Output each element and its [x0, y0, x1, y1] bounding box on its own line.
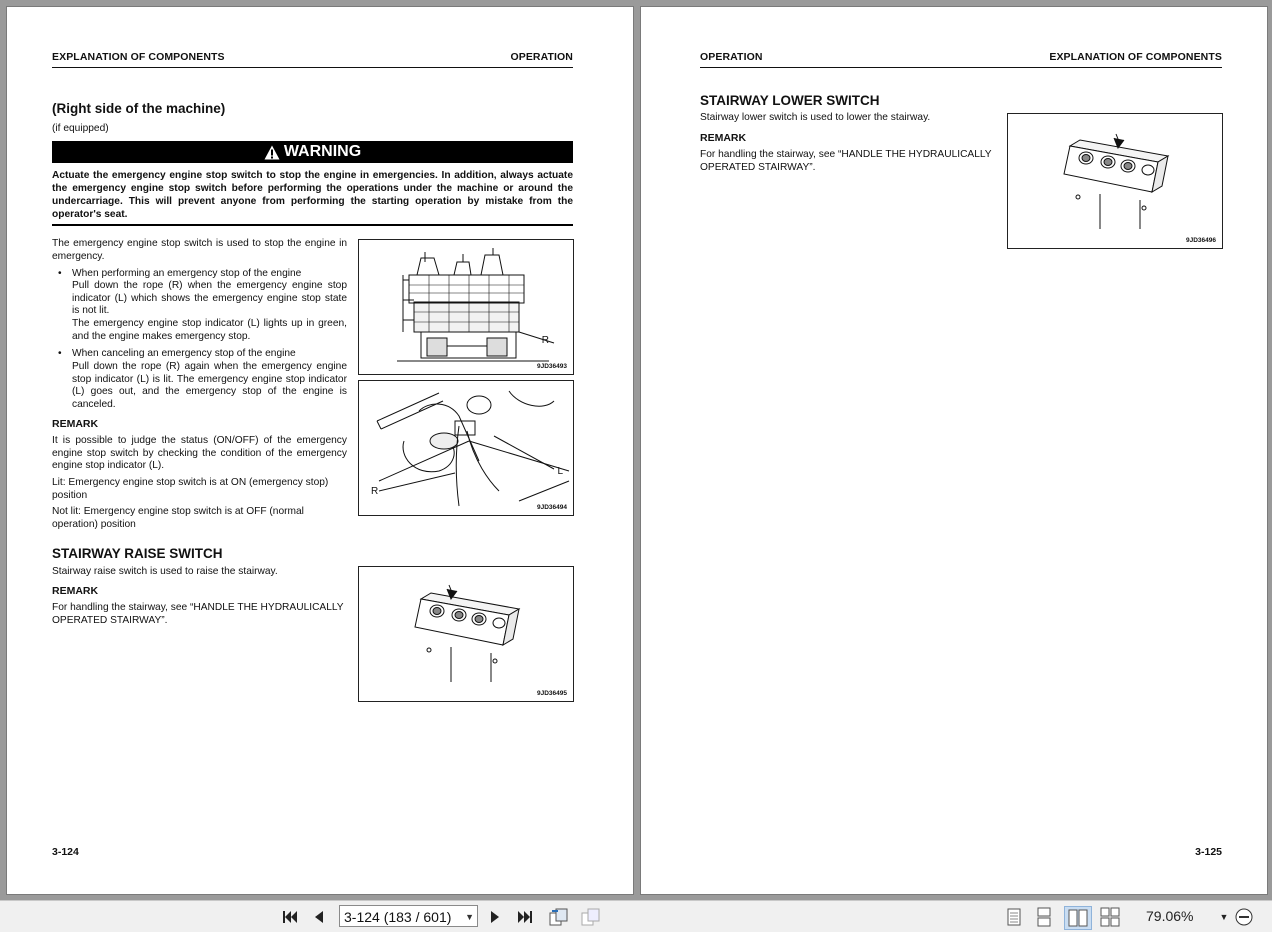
- lit-text: Lit: Emergency engine stop switch is at ON (emergency stop) position: [52, 477, 329, 501]
- lower-switch-text: Stairway lower switch is used to lower the stairway.: [700, 112, 931, 123]
- warning-triangle-icon: [264, 145, 280, 160]
- remark-label: REMARK: [52, 418, 99, 430]
- bullet-1-body2: The emergency engine stop indicator (L) lights up in green, and the engine makes emergency stop.: [72, 318, 347, 342]
- bullet-dot: •: [58, 348, 62, 359]
- raise-switch-title: STAIRWAY RAISE SWITCH: [52, 546, 223, 561]
- raise-remark-label: REMARK: [52, 585, 99, 597]
- not-lit-text: Not lit: Emergency engine stop switch is at OFF (normal operation) position: [52, 506, 304, 530]
- remark-text: It is possible to judge the status (ON/OFF) of the emergency engine stop switch by checking the condition of the emergency engine stop indicator (L).: [52, 435, 347, 472]
- intro-text: The emergency engine stop switch is used to stop the engine in emergency.: [52, 238, 347, 262]
- left-page: [7, 7, 633, 894]
- raise-switch-text: Stairway raise switch is used to raise the stairway.: [52, 566, 278, 577]
- warning-label: WARNING: [283, 143, 362, 160]
- page-number: 3-124: [52, 846, 79, 858]
- figure-id: 9JD36493: [537, 363, 567, 370]
- machine-figure: [358, 239, 574, 375]
- page-number: 3-125: [1195, 846, 1222, 858]
- last-page-icon[interactable]: [514, 906, 536, 928]
- go-back-view-icon[interactable]: [547, 906, 571, 928]
- continuous-view-icon[interactable]: [1033, 906, 1055, 928]
- stairway-raise-switch-figure: [358, 566, 574, 702]
- zoom-level[interactable]: 79.06%: [1146, 908, 1194, 924]
- header-rule: [700, 67, 1222, 68]
- rope-label-r: R: [541, 335, 549, 346]
- figure-id: 9JD36494: [537, 504, 567, 511]
- indicator-label-l: L: [557, 466, 563, 477]
- bullet-2-head: When canceling an emergency stop of the engine: [72, 348, 296, 359]
- facing-view-icon[interactable]: [1064, 906, 1092, 930]
- bullet-1-head: When performing an emergency stop of the engine: [72, 268, 302, 279]
- remark-label: REMARK: [700, 132, 747, 144]
- zoom-dropdown-icon[interactable]: ▼: [1219, 912, 1229, 922]
- continuous-facing-view-icon[interactable]: [1098, 906, 1122, 928]
- page-number-value: 3-124 (183 / 601): [344, 909, 452, 925]
- go-forward-view-icon[interactable]: [579, 906, 603, 928]
- lower-switch-title: STAIRWAY LOWER SWITCH: [700, 93, 880, 108]
- single-page-view-icon[interactable]: [1003, 906, 1025, 928]
- chevron-down-icon[interactable]: ▼: [465, 912, 474, 922]
- bullet-dot: •: [58, 268, 62, 279]
- next-page-icon[interactable]: [485, 906, 505, 928]
- viewer-toolbar: [0, 900, 1272, 932]
- first-page-icon[interactable]: [279, 906, 301, 928]
- warning-rule: [52, 224, 573, 226]
- rope-label-r: R: [371, 486, 379, 497]
- prev-page-icon[interactable]: [309, 906, 329, 928]
- stairway-lower-switch-figure: [1007, 113, 1223, 249]
- bullet-1-body: Pull down the rope (R) when the emergency engine stop indicator (L) which shows the emergency engine stop state is not lit.: [72, 280, 347, 317]
- page-header-right: EXPLANATION OF COMPONENTS: [1049, 51, 1222, 63]
- page-number-field[interactable]: [339, 905, 478, 927]
- section-title: (Right side of the machine): [52, 101, 226, 116]
- rope-detail-figure: [358, 380, 574, 516]
- right-page: [641, 7, 1267, 894]
- remark-text: For handling the stairway, see “HANDLE THE HYDRAULICALLY OPERATED STAIRWAY”.: [700, 149, 992, 173]
- section-note: (if equipped): [52, 123, 109, 134]
- page-header-left: OPERATION: [700, 51, 763, 63]
- page-header-left: EXPLANATION OF COMPONENTS: [52, 51, 225, 63]
- bullet-2-body: Pull down the rope (R) again when the emergency engine stop indicator (L) is lit. The emergency engine stop indicator (L) goes out, and the emergency stop of the engine is canceled.: [72, 361, 347, 410]
- warning-banner: [52, 141, 573, 163]
- raise-remark-text: For handling the stairway, see “HANDLE THE HYDRAULICALLY OPERATED STAIRWAY”.: [52, 602, 344, 626]
- page-header-right: OPERATION: [510, 51, 573, 63]
- header-rule: [52, 67, 573, 68]
- figure-id: 9JD36495: [537, 690, 567, 697]
- zoom-out-icon[interactable]: [1233, 906, 1255, 928]
- warning-text: Actuate the emergency engine stop switch to stop the engine in emergencies. In addition, always actuate the emergency engine stop switch before performing the operations under the machine or around the undercarriage. This will prevent anyone from performing the starting operation by mistake from the operator's seat.: [52, 170, 573, 220]
- figure-id: 9JD36496: [1186, 237, 1216, 244]
